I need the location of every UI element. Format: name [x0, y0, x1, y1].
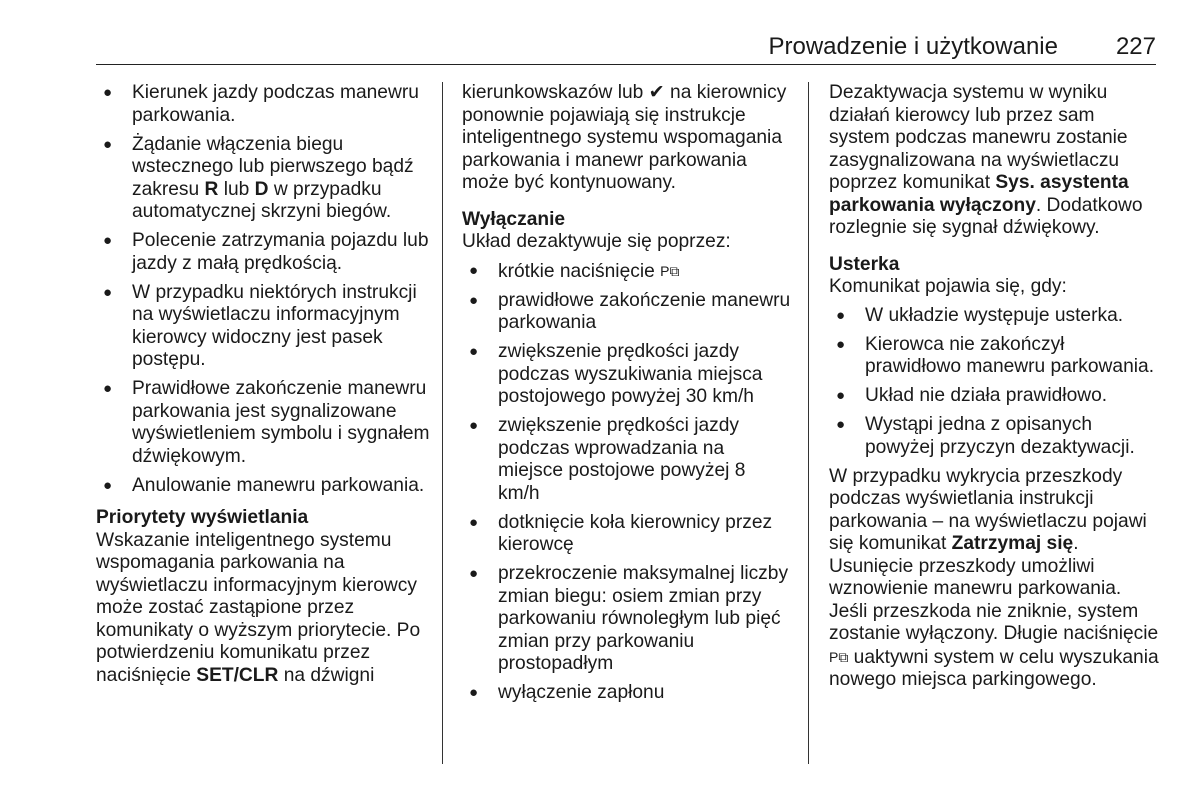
column-right	[829, 82, 1159, 692]
list-item: ● zwiększenie prędkości jazdy podczas wyszukiwania miejsca postojowego powyżej 30 km/h	[462, 341, 792, 409]
list-item	[96, 134, 434, 224]
column-divider	[442, 82, 443, 764]
list-item: ● zwiększenie prędkości jazdy podczas wprowadzania na miejsce postojowe powyżej 8 km/h	[462, 415, 792, 505]
section-subtext: Komunikat pojawia się, gdy:	[829, 276, 1067, 297]
paragraph-text: . Dodatkowo rozlegnie się sygnał dźwiękowy.	[829, 194, 1143, 238]
section-heading: Usterka	[829, 253, 900, 275]
section-subtext: Układ dezaktywuje się poprzez:	[462, 231, 731, 252]
list-item: ● W układzie występuje usterka.	[829, 305, 1159, 328]
list-item-text: krótkie naciśnięcie	[498, 260, 661, 282]
paragraph-text: Wskazanie inteligentnego systemu wspomagania parkowania na wyświetlaczu informacyjnym kierowcy może zostać zastąpione przez komunikaty o wyższym priorytecie. Po potwierdzeniu komunikatu przez naciśnięcie	[96, 529, 421, 686]
column-middle	[462, 82, 792, 711]
list-item: ● przekroczenie maksymalnej liczby zmian biegu: osiem zmian przy parkowaniu równoległym lub pięć zmian przy parkowaniu prostopadłym	[462, 563, 792, 676]
page-header	[96, 30, 1156, 65]
list-item: ● Wystąpi jedna z opisanych powyżej przyczyn dezaktywacji.	[829, 414, 1159, 459]
chapter-title: Prowadzenie i użytkowanie	[768, 33, 1058, 60]
paragraph	[462, 82, 792, 195]
bullet-list	[462, 260, 792, 705]
paragraph	[829, 82, 1159, 240]
section-heading: Wyłączanie	[462, 208, 566, 230]
list-item: ● wyłączenie zapłonu	[462, 682, 792, 705]
paragraph-text: Dezaktywacja systemu w wyniku działań kierowcy lub przez sam system podczas manewru zostanie zasygnalizowana na wyświetlaczu poprzez komunikat	[829, 82, 1128, 193]
list-item-text: w przypadku automatycznej skrzyni biegów.	[132, 178, 392, 222]
list-item: ● W przypadku niektórych instrukcji na wyświetlaczu informacyjnym kierowcy widoczny jest pasek postępu.	[96, 282, 434, 372]
list-item: ● prawidłowe zakończenie manewru parkowania	[462, 290, 792, 335]
paragraph-text: uaktywni system w celu wyszukania nowego miejsca parkingowego.	[829, 646, 1159, 690]
column-left	[96, 82, 434, 687]
list-item: ● dotknięcie koła kierownicy przez kierowcę	[462, 512, 792, 557]
paragraph-text: W przypadku wykrycia przeszkody podczas wyświetlania instrukcji parkowania – na wyświetlaczu pojawi się komunikat	[829, 465, 1147, 554]
list-item: ● Prawidłowe zakończenie manewru parkowania jest sygnalizowane wyświetleniem symbolu i sygnałem dźwiękowym.	[96, 378, 434, 468]
bullet-list	[96, 82, 434, 497]
paragraph-text: na dźwigni	[278, 664, 375, 686]
list-item-text: lub	[218, 178, 255, 200]
gear-d-label: D	[254, 178, 269, 200]
checkmark-icon: ✔	[648, 82, 665, 103]
park-assist-icon: P⧉	[660, 262, 680, 279]
paragraph	[96, 530, 434, 688]
gear-r-label: R	[204, 178, 219, 200]
list-item	[462, 260, 792, 284]
paragraph-text: na kierownicy ponownie pojawiają się instrukcje inteligentnego systemu wspomagania parkowania i manewr parkowania może być kontynuowany.	[462, 82, 787, 193]
paragraph-text: . Usunięcie przeszkody umożliwi wznowienie manewru parkowania. Jeśli przeszkoda nie zniknie, system zostanie wyłączony. Długie naciśnięcie	[829, 533, 1159, 644]
list-item: ● Polecenie zatrzymania pojazdu lub jazdy z małą prędkością.	[96, 230, 434, 275]
paragraph-text: kierunkowskazów lub	[462, 82, 649, 103]
list-item-text: Żądanie włączenia biegu wstecznego lub pierwszego bądź zakresu	[132, 133, 414, 200]
paragraph	[829, 466, 1159, 692]
list-item: ● Kierunek jazdy podczas manewru parkowania.	[96, 82, 434, 127]
set-clr-label: SET/CLR	[196, 664, 279, 686]
section-heading: Priorytety wyświetlania	[96, 507, 309, 528]
message-label: Zatrzymaj się	[951, 533, 1074, 554]
list-item: ● Anulowanie manewru parkowania.	[96, 475, 434, 498]
bullet-list	[829, 305, 1159, 460]
column-divider	[808, 82, 809, 764]
message-label: Sys. asystenta parkowania wyłączony	[829, 172, 1129, 216]
page-number: 227	[1115, 33, 1156, 60]
park-assist-icon: P⧉	[829, 648, 849, 665]
list-item: ● Układ nie działa prawidłowo.	[829, 385, 1159, 408]
list-item: ● Kierowca nie zakończył prawidłowo manewru parkowania.	[829, 334, 1159, 379]
